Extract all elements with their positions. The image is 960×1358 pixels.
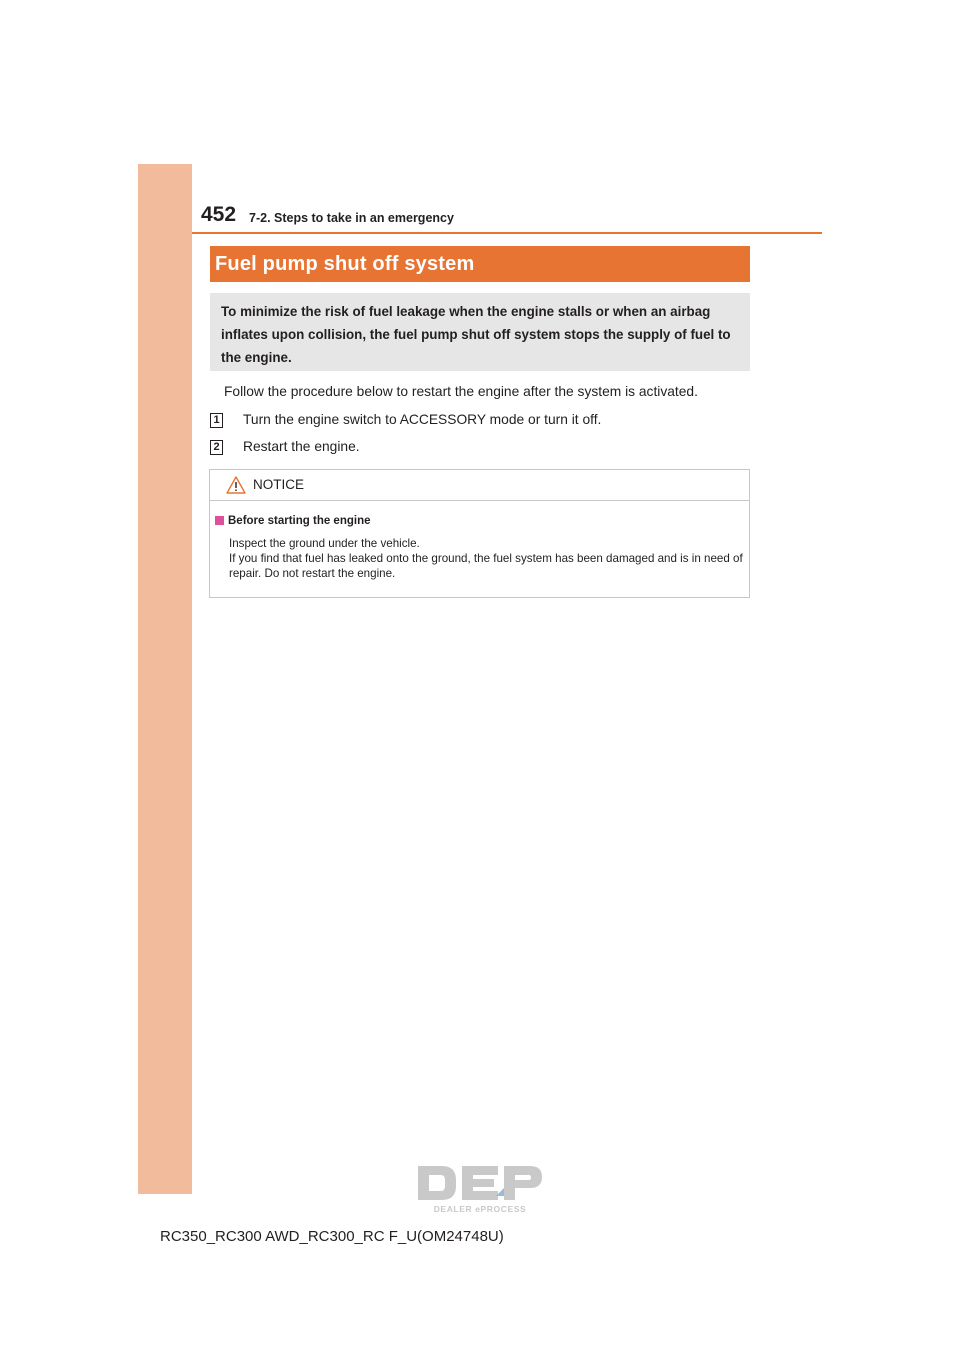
dealer-eprocess-logo — [414, 1160, 546, 1216]
logo-text: DEALER ePROCESS — [433, 1204, 527, 1214]
step-text: Turn the engine switch to ACCESSORY mode or turn it off. — [243, 412, 602, 427]
notice-body — [229, 536, 744, 581]
section-title-bar — [210, 246, 750, 282]
step-text: Restart the engine. — [243, 439, 360, 454]
section-title: Fuel pump shut off system — [215, 252, 475, 275]
section-breadcrumb: 7-2. Steps to take in an emergency — [249, 211, 454, 225]
footer-model-code: RC350_RC300 AWD_RC300_RC F_U(OM24748U) — [160, 1228, 504, 1245]
notice-box — [209, 469, 750, 598]
step-2 — [210, 440, 750, 460]
notice-line: If you find that fuel has leaked onto the ground, the fuel system has been damaged and is in need of repair. Do not restart the engine. — [229, 552, 743, 580]
step-number: 1 — [210, 413, 223, 428]
page-number: 452 — [201, 203, 237, 226]
notice-subheading — [215, 515, 371, 527]
notice-line: Inspect the ground under the vehicle. — [229, 537, 420, 550]
header-divider — [192, 232, 822, 234]
notice-subheading-text: Before starting the engine — [228, 515, 371, 527]
square-bullet-icon — [215, 516, 224, 525]
intro-box — [210, 293, 750, 371]
warning-triangle-icon — [226, 476, 246, 494]
step-1 — [210, 413, 750, 433]
step-number: 2 — [210, 440, 223, 455]
side-color-band — [138, 164, 192, 1194]
body-paragraph: Follow the procedure below to restart the engine after the system is activated. — [224, 384, 698, 399]
intro-text: To minimize the risk of fuel leakage when the engine stalls or when an airbag inflates upon collision, the fuel pump shut off system stops the supply of fuel to the engine. — [221, 304, 731, 365]
notice-label: NOTICE — [253, 477, 305, 492]
notice-header — [210, 470, 749, 501]
